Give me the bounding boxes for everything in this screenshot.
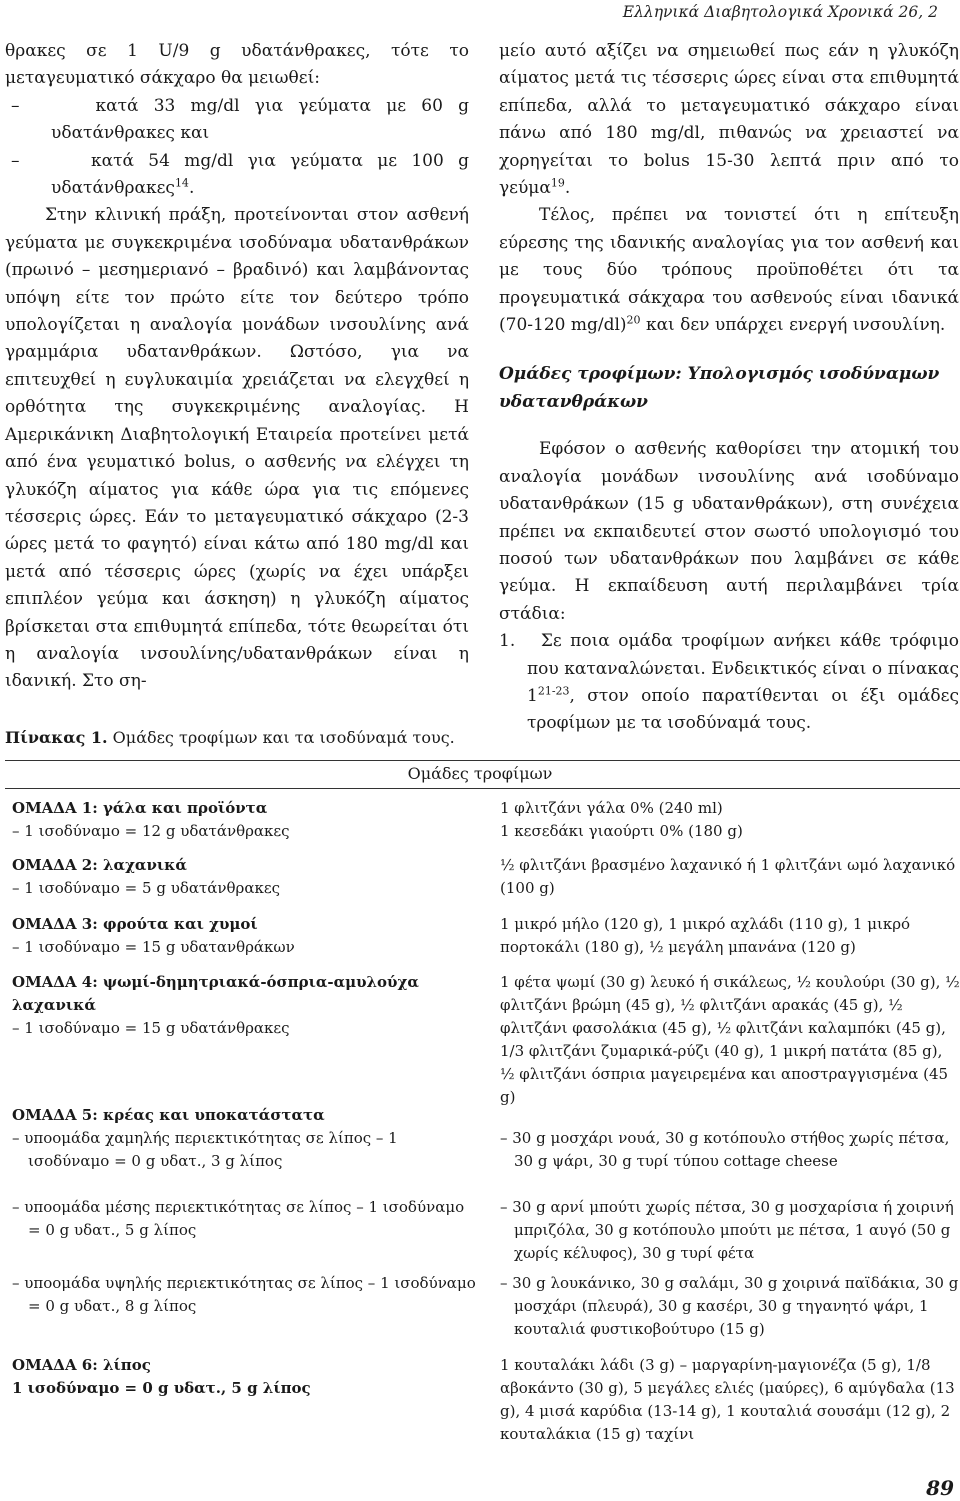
citation-ref[interactable]: 20	[626, 313, 641, 327]
paragraph: Τέλος, πρέπει να τονιστεί ότι η επίτευξη εύρεσης της ιδανικής αναλογίας για τον ασθενή και με τους δύο τρόπους προϋποθέτει ότι τα προγευματικά σάκχαρα του ασθενούς είναι ιδανικά (70-120 mg/dl)$^{20}$ και δεν υπάρχει ενεργή ινσουλίνη.	[499, 205, 959, 336]
subgroup-high-fat: – υποομάδα υψηλής περιεκτικότητας σε λίπος – 1 ισοδύναμο = 0 g υδατ., 8 g λίπος	[12, 1274, 476, 1315]
left-column	[5, 38, 469, 696]
table-rule-top	[5, 760, 960, 761]
group-6-label: ΟΜΑΔΑ 6: λίπος 1 ισοδύναμο = 0 g υδατ., 5 g λίπος	[12, 1356, 311, 1397]
paragraph: Στην κλινική πράξη, προτείνονται στον ασθενή γεύματα με συγκεκριμένα ισοδύναμα υδατανθράκων (πρωινό – μεσημεριανό – βραδινό) και λαμβάνοντας υπόψη είτε τον πρώτο είτε τον δεύτερο τρόπο υπολογίζεται η αναλογία μονάδων ινσουλίνης ανά γραμμάρια υδατανθράκων. Ωστόσο, για να επιτευχθεί η ευγλυκαιμία χρειάζεται να ελεγχθεί η ορθότητα της συγκεκριμένης αναλογίας. Η Αμερικάνικη Διαβητολογική Εταιρεία προτείνει μετά από ένα γευματικό bolus, ο ασθενής να ελέγχει τη γλυκόζη αίματος για κάθε ώρα για τις επόμενες τέσσερις ώρες. Εάν το μεταγευματικό σάκχαρο (2-3 ώρες μετά το φαγητό) είναι κάτω από 180 mg/dl και μετά από τέσσερις ώρες (χωρίς να έχει υπάρξει επιπλέον γεύμα και άσκηση) η γλυκόζη αίματος βρίσκεται στα επιθυμητά επίπεδα, τότε θεωρείται ότι η αναλογία ινσουλίνης/υδατανθράκων είναι η ιδανική. Στο ση-	[5, 205, 469, 692]
subgroup-low-fat: – υποομάδα χαμηλής περιεκτικότητας σε λίπος – 1 ισοδύναμο = 0 g υδατ., 3 g λίπος	[12, 1129, 398, 1170]
group-6-examples: 1 κουταλάκι λάδι (3 g) – μαργαρίνη-μαγιονέζα (5 g), 1/8 αβοκάντο (30 g), 5 μεγάλες ελιές (μαύρες), 6 αμύγδαλα (13 g), 4 μισά καρύδια (13-14 g), 1 κουταλιά σουσάμι (12 g), 2 κουταλάκια (15 g) ταχίνι	[500, 1356, 955, 1443]
citation-ref[interactable]: 19	[550, 176, 565, 190]
paragraph: θρακες σε 1 U/9 g υδατάνθρακες, τότε το μεταγευματικό σάκχαρο θα μειωθεί:	[5, 41, 469, 89]
table-caption: Πίνακας 1. Ομάδες τροφίμων και τα ισοδύναμά τους.	[5, 728, 455, 747]
group-5-label: ΟΜΑΔΑ 5: κρέας και υποκατάστατα – υποομάδα χαμηλής περιεκτικότητας σε λίπος – 1 ισοδύναμο = 0 g υδατ., 3 g λίπος	[12, 1104, 480, 1173]
list-item: – κατά 33 mg/dl για γεύματα με 60 g υδατάνθρακες και	[11, 95, 469, 144]
group-2-label: ΟΜΑΔΑ 2: λαχανικά – 1 ισοδύναμο = 5 g υδατάνθρακες	[12, 856, 281, 897]
subgroup-medium-fat: – υποομάδα μέσης περιεκτικότητας σε λίπος – 1 ισοδύναμο = 0 g υδατ., 5 g λίπος	[12, 1198, 465, 1239]
group-5-examples-high: – 30 g λουκάνικο, 30 g σαλάμι, 30 g χοιρινά παϊδάκια, 30 g μοσχάρι (πλευρά), 30 g κασέρι, 30 g τηγανητό ψάρι, 1 κουταλιά φυστικοβούτυρο (15 g)	[500, 1274, 959, 1338]
citation-ref[interactable]: 14	[174, 176, 189, 190]
group-3-examples: 1 μικρό μήλο (120 g), 1 μικρό αχλάδι (110 g), 1 μικρό πορτοκάλι (180 g), ½ μεγάλη μπανάνα (120 g)	[500, 915, 911, 956]
page-number: 89	[926, 1476, 954, 1500]
right-column	[499, 38, 959, 738]
group-4-label: ΟΜΑΔΑ 4: ψωμί-δημητριακά-όσπρια-αμυλούχα λαχανικά – 1 ισοδύναμο = 15 g υδατάνθρακες	[12, 973, 419, 1037]
group-5-examples-medium: – 30 g αρνί μπούτι χωρίς πέτσα, 30 g μοσχαρίσια ή χοιρινή μπριζόλα, 30 g κοτόπουλο μπούτι με πέτσα, 1 αυγό (50 g χωρίς κέλυφος), 30 g τυρί φέτα	[500, 1198, 954, 1262]
group-2-examples: ½ φλιτζάνι βρασμένο λαχανικό ή 1 φλιτζάνι ωμό λαχανικό (100 g)	[500, 856, 956, 897]
table-title: Ομάδες τροφίμων	[407, 764, 553, 783]
list-item: – κατά 54 mg/dl για γεύματα με 100 g υδατάνθρακες$^{14}$.	[11, 150, 469, 199]
section-heading: Ομάδες τροφίμων: Υπολογισμός ισοδύναμων υδατανθράκων	[499, 364, 940, 412]
citation-ref[interactable]: 21-23	[537, 684, 570, 698]
running-header: Ελληνικά Διαβητολογικά Χρονικά 26, 2	[622, 3, 938, 21]
paragraph: Εφόσον ο ασθενής καθορίσει την ατομική του αναλογία μονάδων ινσουλίνης ανά ισοδύναμο υδατανθράκων (15 g υδατανθράκων), στη συνέχεια πρέπει να εκπαιδευτεί στον σωστό υπολογισμό του ποσού των υδατανθράκων που λαμβάνει σε κάθε γεύμα. Η εκπαίδευση αυτή περιλαμβάνει τρία στάδια:	[499, 439, 959, 624]
group-5-examples-low: – 30 g μοσχάρι νουά, 30 g κοτόπουλο στήθος χωρίς πέτσα, 30 g ψάρι, 30 g τυρί τύπου cottage cheese	[500, 1129, 950, 1170]
group-4-examples: 1 φέτα ψωμί (30 g) λευκό ή σικάλεως, ½ κουλούρι (30 g), ½ φλιτζάνι βρώμη (45 g), ½ φλιτζάνι αρακάς (45 g), ½ φλιτζάνι φασολάκια (45 g), ½ φλιτζάνι καλαμπόκι (45 g), 1/3 φλιτζάνι ζυμαρικά-ρύζι (40 g), 1 μικρή πατάτα (85 g), ½ φλιτζάνι όσπρια μαγειρεμένα και αποστραγγισμένα (45 g)	[500, 973, 960, 1106]
group-1-label: ΟΜΑΔΑ 1: γάλα και προϊόντα – 1 ισοδύναμο = 12 g υδατάνθρακες	[12, 799, 290, 840]
table-rule-header	[5, 788, 960, 789]
paragraph: μείο αυτό αξίζει να σημειωθεί πως εάν η γλυκόζη αίματος μετά τις τέσσερις ώρες είναι στα επιθυμητά επίπεδα, αλλά το μεταγευματικό σάκχαρο είναι πάνω από 180 mg/dl, πιθανώς να χρειαστεί να χορηγείται το bolus 15-30 λεπτά πριν από το γεύμα$^{19}$.	[499, 41, 959, 199]
group-1-examples: 1 φλιτζάνι γάλα 0% (240 ml) 1 κεσεδάκι γιαούρτι 0% (180 g)	[500, 799, 743, 840]
group-3-label: ΟΜΑΔΑ 3: φρούτα και χυμοί – 1 ισοδύναμο = 15 g υδατανθράκων	[12, 915, 295, 956]
numbered-item: 1. Σε ποια ομάδα τροφίμων ανήκει κάθε τρόφιμο που καταναλώνεται. Ενδεικτικός είναι ο πίνακας 1$^{21-23}$, στον οποίο παρατίθενται οι έξι ομάδες τροφίμων με τα ισοδύναμά τους.	[499, 631, 959, 734]
